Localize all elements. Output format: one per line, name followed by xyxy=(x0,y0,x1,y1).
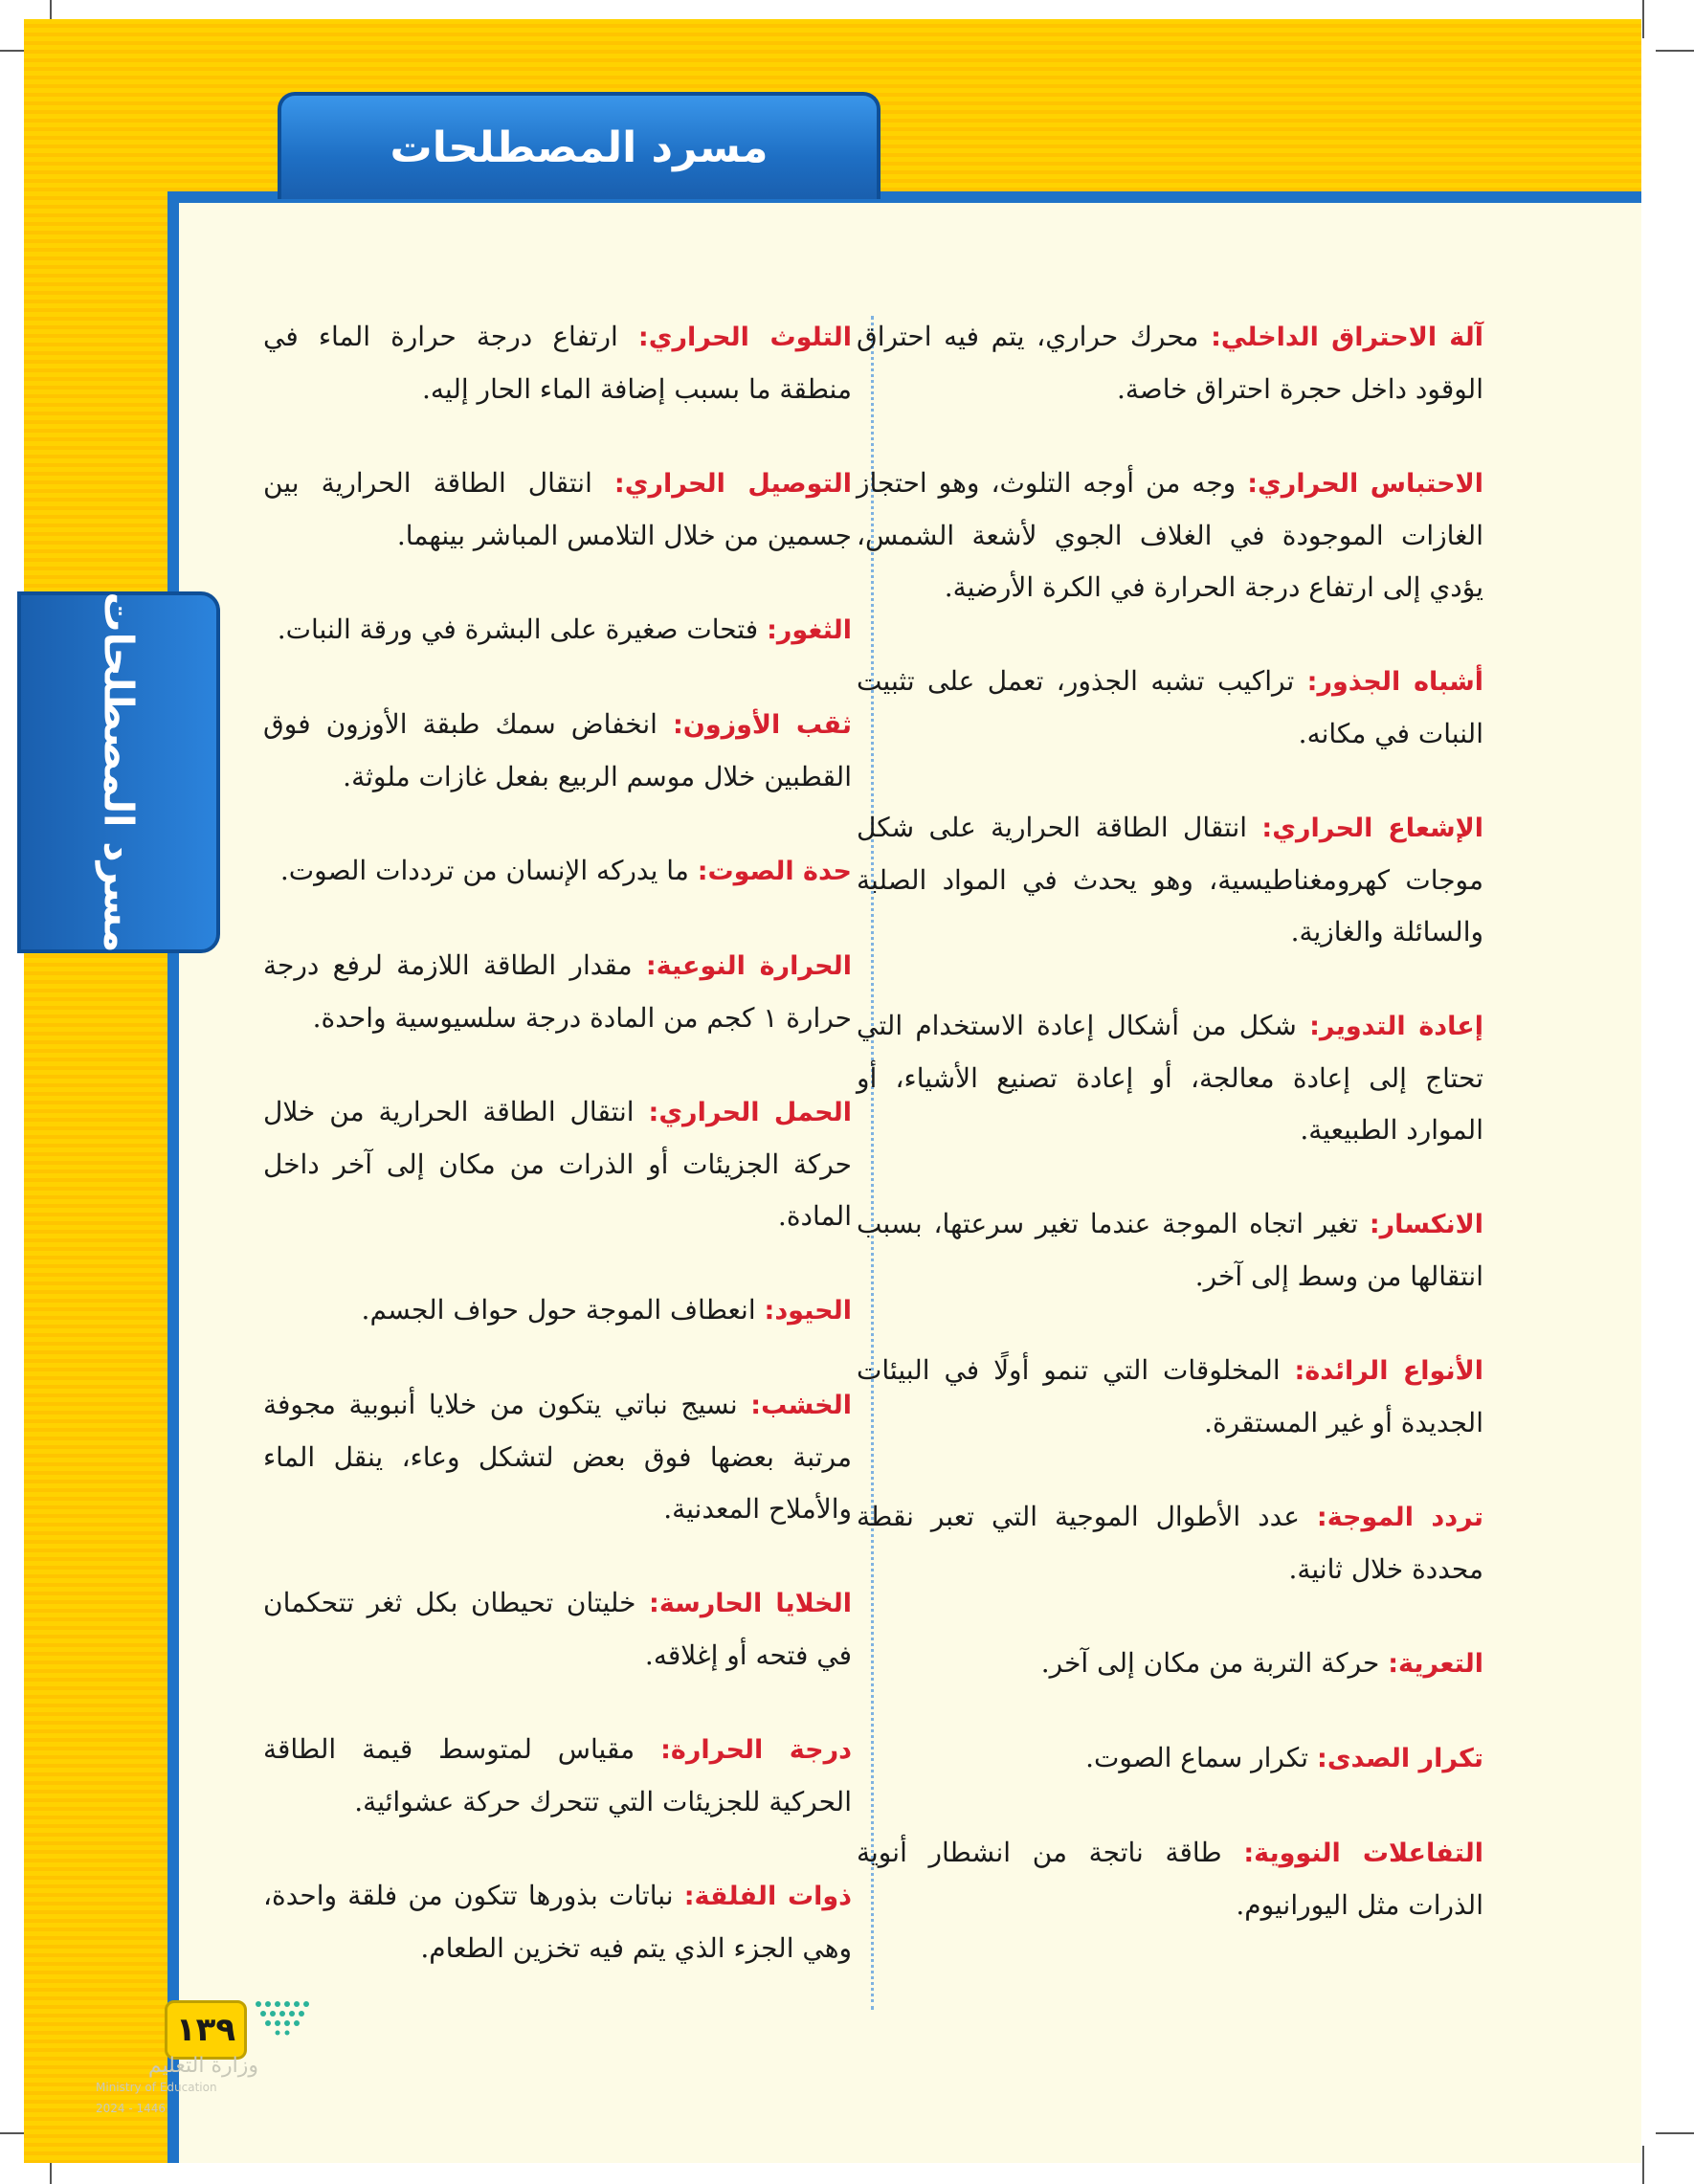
ministry-watermark xyxy=(96,2056,258,2119)
glossary-entry xyxy=(857,1732,1483,1785)
crop-mark xyxy=(1642,0,1644,38)
glossary-entry xyxy=(857,1198,1483,1303)
glossary-term: ذوات الفلقة: xyxy=(683,1882,852,1911)
glossary-definition: انعطاف الموجة حول حواف الجسم. xyxy=(361,1294,765,1326)
glossary-entry xyxy=(263,1284,852,1337)
glossary-entry xyxy=(263,1870,852,1974)
glossary-definition: مقدار الطاقة اللازمة لرفع درجة حرارة ١ كجم من المادة درجة سلسيوسية واحدة. xyxy=(263,949,852,1034)
glossary-term: إعادة التدوير: xyxy=(1309,1012,1483,1041)
glossary-term: التلوث الحراري: xyxy=(637,323,852,352)
side-tab-label: مسرد المصطلحات xyxy=(95,591,143,953)
glossary-entry xyxy=(263,1379,852,1535)
glossary-term: الحرارة النوعية: xyxy=(645,951,852,981)
glossary-definition: تراكيب تشبه الجذور، تعمل على تثبيت النبات في مكانه. xyxy=(857,665,1483,749)
glossary-definition: محرك حراري، يتم فيه احتراق الوقود داخل حجرة احتراق خاصة. xyxy=(857,321,1483,405)
crop-mark xyxy=(1656,2132,1694,2134)
glossary-term: الخشب: xyxy=(750,1391,852,1420)
glossary-entry xyxy=(857,1345,1483,1449)
glossary-definition: حركة التربة من مكان إلى آخر. xyxy=(1040,1647,1389,1679)
glossary-entry xyxy=(263,940,852,1044)
glossary-term: أشباه الجذور: xyxy=(1306,667,1483,697)
glossary-term: ثقب الأوزون: xyxy=(672,710,852,740)
glossary-term: تردد الموجة: xyxy=(1316,1503,1483,1532)
glossary-entry xyxy=(857,1491,1483,1595)
glossary-term: درجة الحرارة: xyxy=(660,1735,852,1765)
glossary-entry xyxy=(263,1086,852,1242)
glossary-entry xyxy=(857,1000,1483,1156)
glossary-entry xyxy=(857,311,1483,415)
glossary-term: الحيود: xyxy=(764,1296,852,1326)
page-title-tab xyxy=(278,92,880,199)
page-title: مسرد المصطلحات xyxy=(390,123,769,172)
glossary-definition: ارتفاع درجة حرارة الماء في منطقة ما بسبب إضافة الماء الحار إليه. xyxy=(263,321,852,405)
glossary-definition: وجه من أوجه التلوث، وهو احتجاز الغازات الموجودة في الغلاف الجوي لأشعة الشمس، يؤدي إلى ارتفاع درجة الحرارة في الكرة الأرضية. xyxy=(857,467,1483,603)
glossary-column-left xyxy=(263,311,852,2017)
glossary-definition: انتقال الطاقة الحرارية على شكل موجات كهرومغناطيسية، وهو يحدث في المواد الصلبة والسائلة والغازية. xyxy=(857,812,1483,947)
glossary-definition: نباتات بذورها تتكون من فلقة واحدة، وهي الجزء الذي يتم فيه تخزين الطعام. xyxy=(263,1880,852,1964)
glossary-entry xyxy=(263,311,852,415)
glossary-entry xyxy=(263,1724,852,1828)
glossary-term: الإشعاع الحراري: xyxy=(1261,813,1483,843)
glossary-term: التفاعلات النووية: xyxy=(1243,1839,1483,1868)
glossary-term: الثغور: xyxy=(767,615,852,645)
glossary-definition: شكل من أشكال إعادة الاستخدام التي تحتاج إلى إعادة معالجة، أو إعادة تصنيع الأشياء، أو الموارد الطبيعية. xyxy=(857,1010,1483,1146)
glossary-entry xyxy=(263,1577,852,1682)
glossary-definition: نسيج نباتي يتكون من خلايا أنبوبية مجوفة مرتبة بعضها فوق بعض لتشكل وعاء، ينقل الماء والأملاح المعدنية. xyxy=(263,1389,852,1525)
glossary-definition: انتقال الطاقة الحرارية من خلال حركة الجزيئات أو الذرات من مكان إلى آخر داخل المادة. xyxy=(263,1096,852,1232)
glossary-entry xyxy=(263,845,852,898)
glossary-entry xyxy=(263,699,852,803)
glossary-term: الخلايا الحارسة: xyxy=(649,1589,852,1618)
glossary-term: الاحتباس الحراري: xyxy=(1247,469,1484,499)
glossary-definition: تكرار سماع الصوت. xyxy=(1085,1742,1318,1773)
glossary-entry xyxy=(857,656,1483,760)
glossary-entry xyxy=(857,457,1483,613)
glossary-definition: طاقة ناتجة من انشطار أنوية الذرات مثل اليورانيوم. xyxy=(857,1837,1483,1921)
glossary-term: حدة الصوت: xyxy=(697,857,852,886)
ministry-logo-icon xyxy=(251,1996,318,2039)
crop-mark xyxy=(1642,2146,1644,2184)
glossary-definition: ما يدركه الإنسان من ترددات الصوت. xyxy=(279,855,698,886)
glossary-definition: عدد الأطوال الموجية التي تعبر نقطة محددة خلال ثانية. xyxy=(857,1501,1483,1585)
ministry-name-ar: وزارة التعليم xyxy=(147,2054,258,2078)
glossary-term: تكرار الصدى: xyxy=(1317,1744,1483,1773)
glossary-term: الحمل الحراري: xyxy=(648,1098,852,1127)
ministry-year: 2024 - 1446 xyxy=(96,2102,167,2115)
glossary-entry xyxy=(857,802,1483,958)
glossary-definition: خليتان تحيطان بكل ثغر تتحكمان في فتحه أو إغلاقه. xyxy=(263,1587,852,1671)
crop-mark xyxy=(1656,50,1694,52)
glossary-definition: انخفاض سمك طبقة الأوزون فوق القطبين خلال موسم الربيع بفعل غازات ملوثة. xyxy=(263,708,852,792)
glossary-definition: انتقال الطاقة الحرارية بين جسمين من خلال التلامس المباشر بينهما. xyxy=(263,467,852,551)
glossary-term: التعرية: xyxy=(1388,1649,1483,1679)
glossary-entry xyxy=(857,1827,1483,1931)
side-section-tab xyxy=(17,591,220,953)
page-number: ١٣٩ xyxy=(165,2000,247,2060)
glossary-entry xyxy=(857,1638,1483,1690)
glossary-term: التوصيل الحراري: xyxy=(613,469,852,499)
glossary-entry xyxy=(263,457,852,562)
glossary-entry xyxy=(263,604,852,657)
ministry-name-en: Ministry of Education xyxy=(96,2081,217,2094)
glossary-term: الأنواع الرائدة: xyxy=(1294,1356,1483,1386)
glossary-column-right xyxy=(857,311,1483,1973)
glossary-definition: فتحات صغيرة على البشرة في ورقة النبات. xyxy=(277,613,768,645)
glossary-definition: المخلوقات التي تنمو أولًا في البيئات الجديدة أو غير المستقرة. xyxy=(857,1354,1483,1438)
glossary-definition: مقياس لمتوسط قيمة الطاقة الحركية للجزيئات التي تتحرك حركة عشوائية. xyxy=(263,1733,852,1817)
glossary-term: آلة الاحتراق الداخلي: xyxy=(1211,323,1484,352)
glossary-term: الانكسار: xyxy=(1369,1210,1483,1239)
glossary-definition: تغير اتجاه الموجة عندما تغير سرعتها، بسبب انتقالها من وسط إلى آخر. xyxy=(857,1208,1483,1292)
